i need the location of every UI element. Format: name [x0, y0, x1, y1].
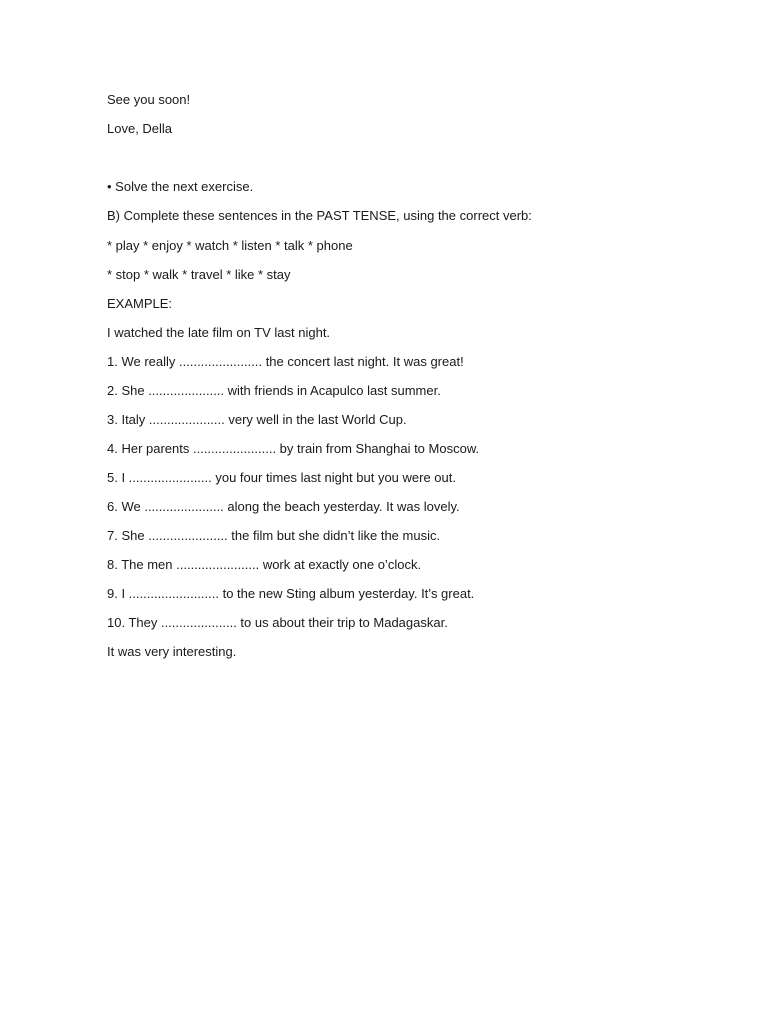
verb-list-line-2: * stop * walk * travel * like * stay — [107, 267, 291, 282]
exercise-closing-line: It was very interesting. — [107, 644, 237, 659]
exercise-sentence-9: 9. I ......................... to the new Sting album yesterday. It’s great. — [107, 586, 475, 601]
example-sentence: I watched the late film on TV last night. — [107, 325, 331, 340]
exercise-sentence-6: 6. We ...................... along the beach yesterday. It was lovely. — [107, 499, 460, 514]
exercise-sentence-5: 5. I ....................... you four times last night but you were out. — [107, 470, 456, 485]
letter-closing: See you soon! — [107, 92, 191, 107]
exercise-sentence-2: 2. She ..................... with friends in Acapulco last summer. — [107, 383, 441, 398]
exercise-sentence-3: 3. Italy ..................... very well in the last World Cup. — [107, 412, 407, 427]
exercise-instruction: • Solve the next exercise. — [107, 179, 254, 194]
exercise-sentence-7: 7. She ...................... the film but she didn’t like the music. — [107, 528, 441, 543]
exercise-sentence-1: 1. We really ....................... the concert last night. It was great! — [107, 354, 464, 369]
exercise-sentence-8: 8. The men ....................... work at exactly one o’clock. — [107, 557, 422, 572]
example-label: EXAMPLE: — [107, 296, 173, 311]
exercise-sentence-4: 4. Her parents ....................... by train from Shanghai to Moscow. — [107, 441, 480, 456]
letter-signature: Love, Della — [107, 121, 173, 136]
exercise-sentence-10: 10. They ..................... to us about their trip to Madagaskar. — [107, 615, 448, 630]
verb-list-line-1: * play * enjoy * watch * listen * talk * phone — [107, 238, 353, 253]
exercise-heading: B) Complete these sentences in the PAST TENSE, using the correct verb: — [107, 208, 532, 223]
